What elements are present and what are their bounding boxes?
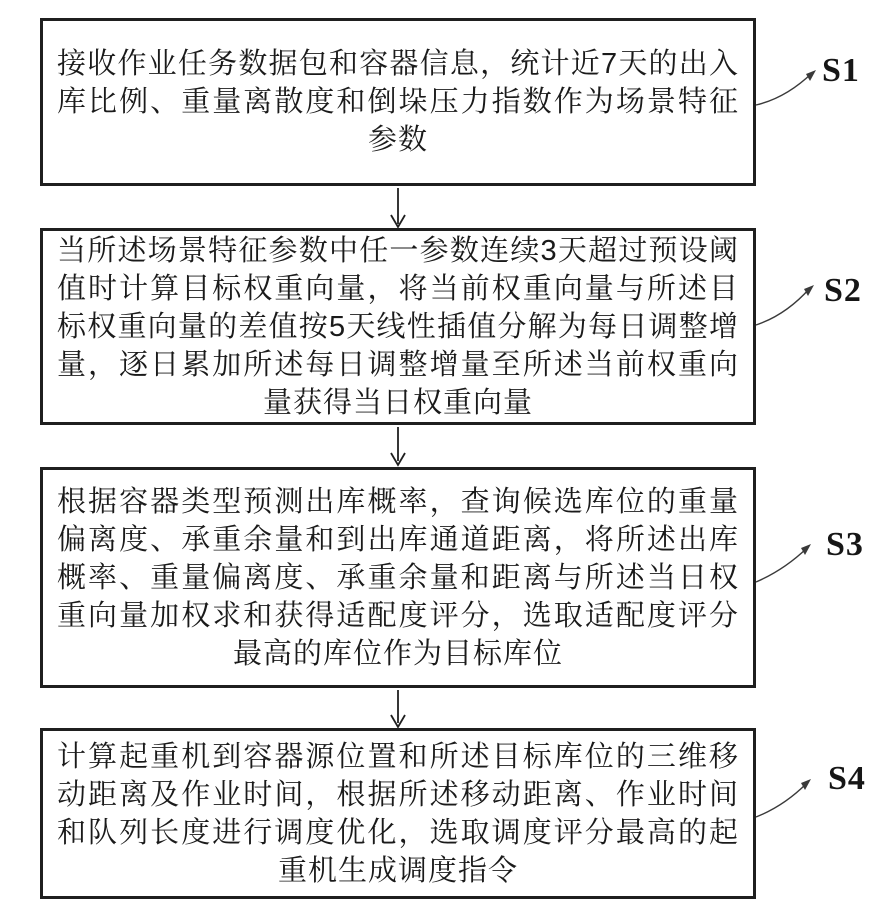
step-label-s1: S1 [822,52,860,89]
leader-line-s2 [756,285,814,325]
arrow-down-icon-2 [391,427,405,465]
step-label-s3: S3 [826,526,864,563]
step-text-s4: 计算起重机到容器源位置和所述目标库位的三维移动距离及作业时间，根据所述移动距离、作业时间和队列长度进行调度优化，选取调度评分最高的起重机生成调度指令 [57,740,739,887]
step-box-s1 [40,18,756,186]
step-label-s4: S4 [828,760,866,797]
step-text-s2: 当所述场景特征参数中任一参数连续3天超过预设阈值时计算目标权重向量，将当前权重向量与所述目标权重向量的差值按5天线性插值分解为每日调整增量，逐日累加所述每日调整增量至所述当前权重向量获得当日权重向量 [57,234,739,419]
leader-line-s4 [756,779,811,817]
step-label-s2: S2 [824,272,862,309]
step-box-s4 [40,728,756,899]
step-box-s2 [40,228,756,425]
leader-line-s3 [756,544,811,582]
step-text-s1: 接收作业任务数据包和容器信息，统计近7天的出入库比例、重量离散度和倒垛压力指数作为场景特征参数 [57,48,739,156]
leader-line-s1 [756,70,816,105]
step-box-s3 [40,467,756,688]
arrow-down-icon-3 [391,690,405,727]
step-text-s3: 根据容器类型预测出库概率，查询候选库位的重量偏离度、承重余量和到出库通道距离，将所述出库概率、重量偏离度、承重余量和距离与所述当日权重向量加权求和获得适配度评分，选取适配度评分最高的库位作为目标库位 [57,485,739,670]
arrow-down-icon-1 [391,188,405,227]
